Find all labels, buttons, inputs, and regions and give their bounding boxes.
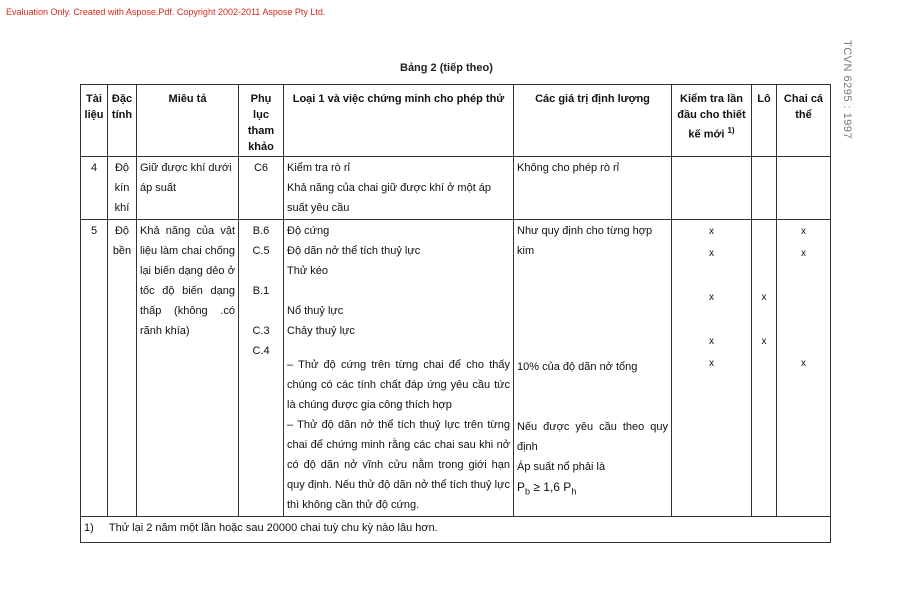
row4-description: Giữ được khí dưới áp suất (137, 157, 239, 220)
row5-description: Khả năng của vật liệu làm chai chống lại biến dạng dẻo ở tốc độ biến dạng thấp (không .có rãnh khía) (137, 220, 239, 517)
row4-test-line: Kiểm tra rò rỉ (287, 162, 350, 174)
check-mark: x (709, 248, 714, 259)
header-lot: Lô (752, 85, 777, 157)
row4-value: Không cho phép rò rỉ (514, 157, 672, 220)
row5-test-item: Thử kéo (287, 265, 328, 277)
row4-lot (752, 157, 777, 220)
row5-appendix-item: B.1 (252, 285, 270, 297)
formula-p: P (517, 480, 526, 494)
row4-appendix: C6 (239, 157, 284, 220)
footnote-text: Thử lại 2 năm một lần hoặc sau 20000 chai tuỳ chu kỳ nào lâu hơn. (108, 522, 438, 534)
row4-doc: 4 (81, 157, 108, 220)
row5-property: Độ bền (108, 220, 137, 517)
formula-h: h (571, 486, 577, 497)
row5-tests (284, 220, 514, 517)
header-initial-check-text: Kiểm tra lần đầu cho thiết kế mới (677, 93, 746, 141)
row5-appendix-item: C.3 (252, 325, 270, 337)
formula-rel: ≥ 1,6 P (530, 480, 572, 494)
row4-test-line: Khả năng của chai giữ được khí ở một áp suất yêu cầu (287, 182, 492, 214)
row5-initial-marks (672, 220, 752, 517)
row5-test-item: Nổ thuỷ lực (287, 305, 344, 317)
header-individual: Chai cá thể (777, 85, 831, 157)
row4-individual (777, 157, 831, 220)
row4-property: Độ kín khí (108, 157, 137, 220)
check-mark: x (709, 336, 714, 347)
row5-value-expansion: 10% của độ dãn nở tổng (517, 361, 638, 373)
check-mark: x (801, 226, 806, 237)
check-mark (780, 287, 827, 309)
header-initial-check-footnote: 1) (727, 126, 735, 135)
check-mark (755, 309, 773, 331)
header-appendix: Phụ lục tham khảo (239, 85, 284, 157)
formula-b: b (525, 486, 531, 497)
row5-value-alloy: Như quy định cho từng hợp kim (517, 225, 653, 257)
row5-appendix-item (242, 301, 280, 321)
footnote-cell (81, 517, 831, 543)
row5-test-item: Chảy thuỷ lực (287, 325, 355, 337)
row5-note-hardness: – Thử độ cứng trên từng chai để cho thấy chúng có các tính chất đáp ứng yêu cầu tức là chúng được gia công thích hợp (287, 359, 510, 411)
table-row-4 (81, 157, 831, 220)
footnote-row (81, 517, 831, 543)
header-values: Các giá trị định lượng (514, 85, 672, 157)
check-mark (675, 309, 748, 331)
row5-values (514, 220, 672, 517)
row5-test-item: Độ dãn nở thể tích thuỷ lực (287, 245, 421, 257)
row5-individual-marks (777, 220, 831, 517)
row5-value-required: Nếu được yêu cầu theo quy định (517, 421, 668, 453)
footnote-mark: 1) (84, 522, 94, 534)
check-mark (755, 221, 773, 243)
header-test: Loại 1 và việc chứng minh cho phép thử (284, 85, 514, 157)
header-doc: Tài liệu (81, 85, 108, 157)
table-row-5 (81, 220, 831, 517)
check-mark: x (801, 248, 806, 259)
row5-appendix-item (242, 261, 280, 281)
row5-appendix-item: C.4 (252, 345, 270, 357)
check-mark: x (761, 292, 767, 303)
evaluation-watermark: Evaluation Only. Created with Aspose.Pdf. Copyright 2002-2011 Aspose Pty Ltd. (6, 7, 326, 17)
row5-burst-formula (517, 477, 668, 501)
side-standard-code-text: TCVN 6295 : 1997 (841, 40, 853, 140)
row5-note-expansion: – Thử độ dãn nở thể tích thuỷ lực trên từng chai để chứng minh rằng các chai sau khi nở có độ dãn nở vĩnh cửu nằm trong giới hạn quy định. Nếu thử độ dãn nở thể tích thuỷ lực thì không cần thử độ cứng. (287, 419, 510, 511)
row5-test-item (287, 281, 510, 301)
row5-test-item: Độ cứng (287, 225, 330, 237)
row4-initial (672, 157, 752, 220)
row4-test (284, 157, 514, 220)
check-mark (755, 265, 773, 287)
check-mark (755, 353, 773, 375)
check-mark (675, 265, 748, 287)
header-row (81, 85, 831, 157)
check-mark: x (761, 336, 767, 347)
row5-appendix (239, 220, 284, 517)
table-title: Bảng 2 (tiếp theo) (400, 62, 493, 74)
check-mark (780, 309, 827, 331)
check-mark (780, 265, 827, 287)
header-description: Miêu tả (137, 85, 239, 157)
check-mark (755, 243, 773, 265)
row5-value-burst: Áp suất nổ phải là (517, 461, 606, 473)
header-initial-check (672, 85, 752, 157)
row5-lot-marks (752, 220, 777, 517)
spec-table (80, 84, 831, 543)
check-mark (780, 331, 827, 353)
row5-doc: 5 (81, 220, 108, 517)
check-mark: x (709, 226, 714, 237)
row5-appendix-item: B.6 (252, 225, 270, 237)
check-mark: x (709, 358, 714, 369)
row5-appendix-item: C.5 (252, 245, 270, 257)
check-mark: x (801, 358, 806, 369)
check-mark: x (709, 292, 714, 303)
header-property: Đặc tính (108, 85, 137, 157)
row5-test-list (287, 221, 510, 341)
